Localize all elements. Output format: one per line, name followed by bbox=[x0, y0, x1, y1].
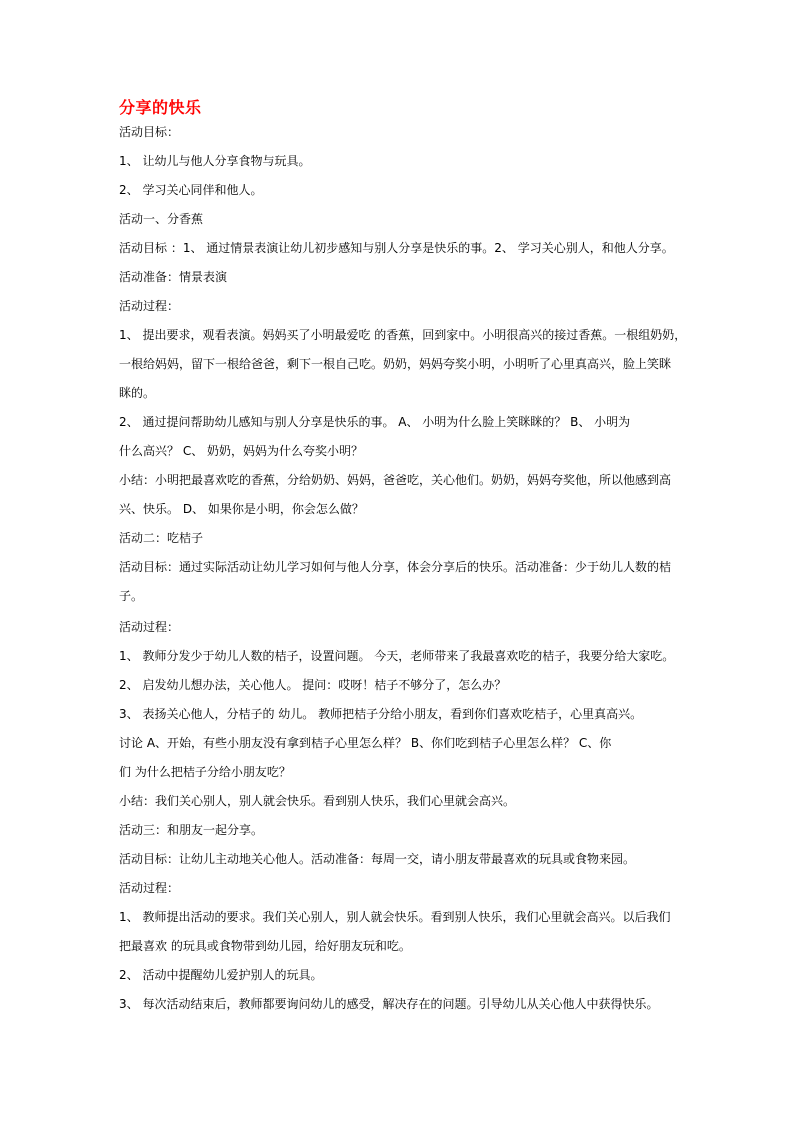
body-line: 眯的。 bbox=[119, 386, 156, 400]
body-line: 3、 每次活动结束后，教师都要询问幼儿的感受，解决存在的问题。引导幼儿从关心他人中获得快乐。 bbox=[119, 997, 659, 1011]
body-line: 活动目标 ：1、 通过情景表演让幼儿初步感知与别人分享是快乐的事。2、 学习关心别人，和他人分享。 bbox=[119, 241, 674, 255]
body-line: 兴、快乐。 D、 如果你是小明，你会怎么做？ bbox=[119, 502, 364, 516]
body-line: 3、 表扬关心他人，分桔子的 幼儿。 教师把桔子分给小朋友，看到你们喜欢吃桔子，心里真高兴。 bbox=[119, 707, 643, 721]
body-line: 活动目标： bbox=[119, 125, 180, 139]
section-heading: 活动三：和朋友一起分享。 bbox=[119, 823, 264, 837]
body-line: 活动准备：情景表演 bbox=[119, 270, 228, 284]
section-heading: 活动二：吃桔子 bbox=[119, 531, 204, 545]
body-line: 把最喜欢 的玩具或食物带到幼儿园，给好朋友玩和吃。 bbox=[119, 939, 411, 953]
body-line: 小结：我们关心别人，别人就会快乐。看到别人快乐，我们心里就会高兴。 bbox=[119, 794, 516, 808]
section-heading: 活动一、分香蕉 bbox=[119, 212, 204, 226]
body-line: 1、 让幼儿与他人分享食物与玩具。 bbox=[119, 154, 311, 168]
body-line: 2、 启发幼儿想办法，关心他人。 提问：哎呀！桔子不够分了，怎么办？ bbox=[119, 678, 507, 692]
body-line: 活动过程： bbox=[119, 620, 180, 634]
body-line: 2、 通过提问帮助幼儿感知与别人分享是快乐的事。 A、 小明为什么脸上笑眯眯的？ B、 小明为 bbox=[119, 415, 631, 429]
body-line: 小结：小明把最喜欢吃的香蕉，分给奶奶、妈妈，爸爸吃，关心他们。奶奶，妈妈夸奖他，所以他感到高 bbox=[119, 473, 672, 487]
body-line: 活动目标：通过实际活动让幼儿学习如何与他人分享，体会分享后的快乐。活动准备：少于幼儿人数的桔 bbox=[119, 560, 672, 574]
body-line: 1、 提出要求，观看表演。妈妈买了小明最爱吃 的香蕉，回到家中。小明很高兴的接过香蕉。一根组奶奶， bbox=[119, 328, 687, 342]
body-line: 们 为什么把桔子分给小朋友吃？ bbox=[119, 765, 291, 779]
body-line: 一根给妈妈，留下一根给爸爸，剩下一根自己吃。奶奶，妈妈夸奖小明，小明听了心里真高兴，脸上笑眯 bbox=[119, 357, 672, 371]
body-line: 活动过程： bbox=[119, 881, 180, 895]
body-line: 2、 活动中提醒幼儿爱护别人的玩具。 bbox=[119, 968, 323, 982]
body-line: 活动目标：让幼儿主动地关心他人。活动准备：每周一交，请小朋友带最喜欢的玩具或食物来园。 bbox=[119, 852, 636, 866]
body-line: 2、 学习关心同伴和他人。 bbox=[119, 183, 263, 197]
body-line: 1、 教师分发少于幼儿人数的桔子，设置问题。 今天，老师带来了我最喜欢吃的桔子，我要分给大家吃。 bbox=[119, 649, 675, 663]
body-line: 什么高兴？ C、 奶奶，妈妈为什么夸奖小明？ bbox=[119, 444, 364, 458]
body-line: 活动过程： bbox=[119, 299, 180, 313]
document-title: 分享的快乐 bbox=[119, 98, 202, 117]
body-line: 子。 bbox=[119, 589, 144, 603]
body-line: 讨论 A、开始，有些小朋友没有拿到桔子心里怎么样？ B、你们吃到桔子心里怎么样？ C、你 bbox=[119, 736, 612, 750]
body-line: 1、 教师提出活动的要求。我们关心别人，别人就会快乐。看到别人快乐，我们心里就会高兴。以后我们 bbox=[119, 910, 671, 924]
